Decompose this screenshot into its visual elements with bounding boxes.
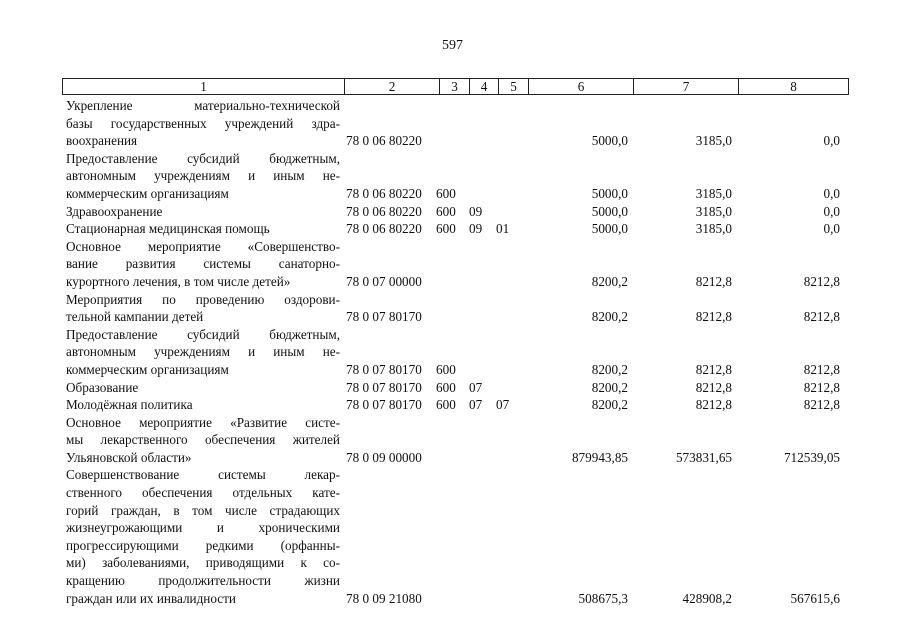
row-name: [62, 396, 340, 414]
row-name-line: Мероприятия по проведению оздорови-: [66, 291, 340, 307]
row-value-2: 8212,8: [695, 273, 732, 289]
row-name-line: автономным учреждениям и иным не-: [66, 168, 340, 184]
row-name-line: Основное мероприятие «Совершенство-: [66, 238, 340, 254]
row-name-line: жизнеугрожающими и хроническими: [66, 520, 340, 536]
row-code: 78 0 06 80220: [346, 185, 422, 201]
row-code: 78 0 06 80220: [346, 133, 422, 149]
row-name-line: мы лекарственного обеспечения жителей: [66, 432, 340, 448]
row-name-line: Совершенствование системы лекар-: [66, 467, 340, 483]
row-value-3: 0,0: [823, 221, 840, 237]
header-col-4: 4: [469, 79, 498, 94]
row-name-line: Предоставление субсидий бюджетным,: [66, 326, 340, 342]
table-row: [62, 291, 852, 326]
row-value-3: 712539,05: [783, 449, 840, 465]
table-row: [62, 466, 852, 607]
row-value-1: 8200,2: [591, 273, 628, 289]
page-number: 597: [442, 38, 463, 53]
row-value-3: 0,0: [823, 203, 840, 219]
row-name-line: кращению продолжительности жизни: [66, 573, 340, 589]
row-name-line: прогрессирующими редкими (орфанны-: [66, 537, 340, 553]
row-value-1: 8200,2: [591, 397, 628, 413]
row-name-line: Образование: [66, 379, 139, 395]
row-code: 78 0 09 00000: [346, 449, 422, 465]
header-col-3: 3: [439, 79, 469, 94]
row-value-1: 8200,2: [591, 309, 628, 325]
header-col-2: 2: [344, 79, 439, 94]
row-rz: 07: [469, 397, 483, 413]
row-vr: 600: [436, 221, 456, 237]
row-value-1: 8200,2: [591, 379, 628, 395]
table-body: [62, 97, 852, 607]
row-vr: 600: [436, 397, 456, 413]
row-name-line: вание развития системы санаторно-: [66, 256, 340, 272]
row-name-line: горий граждан, в том числе страдающих: [66, 502, 340, 518]
row-value-1: 5000,0: [591, 203, 628, 219]
row-value-1: 879943,85: [571, 449, 628, 465]
row-name-line: тельной кампании детей: [66, 309, 204, 325]
row-value-3: 8212,8: [803, 361, 840, 377]
row-value-2: 3185,0: [695, 185, 732, 201]
row-value-3: 0,0: [823, 133, 840, 149]
row-name-line: ми) заболеваниями, приводящими к со-: [66, 555, 340, 571]
row-name-line: Молодёжная политика: [66, 397, 193, 413]
row-code: 78 0 07 80170: [346, 309, 422, 325]
row-name: [62, 220, 340, 238]
row-name-line: автономным учреждениям и иным не-: [66, 344, 340, 360]
row-pr: 01: [496, 221, 510, 237]
table-row: [62, 396, 852, 414]
row-rz: 07: [469, 379, 483, 395]
row-name: [62, 379, 340, 397]
row-vr: 600: [436, 203, 456, 219]
table-row: [62, 414, 852, 467]
row-vr: 600: [436, 361, 456, 377]
row-name-line: базы государственных учреждений здра-: [66, 115, 340, 131]
row-value-1: 5000,0: [591, 185, 628, 201]
row-vr: 600: [436, 379, 456, 395]
row-code: 78 0 07 80170: [346, 379, 422, 395]
header-col-6: 6: [528, 79, 633, 94]
row-code: 78 0 06 80220: [346, 221, 422, 237]
row-value-1: 5000,0: [591, 221, 628, 237]
row-code: 78 0 07 80170: [346, 397, 422, 413]
row-code: 78 0 09 21080: [346, 590, 422, 606]
header-col-8: 8: [738, 79, 848, 94]
row-name: [62, 97, 340, 150]
row-name: [62, 203, 340, 221]
row-value-3: 8212,8: [803, 397, 840, 413]
row-value-3: 8212,8: [803, 379, 840, 395]
row-code: 78 0 07 00000: [346, 273, 422, 289]
row-name-line: коммерческим организациям: [66, 361, 229, 377]
row-rz: 09: [469, 203, 483, 219]
header-col-1: 1: [200, 79, 207, 94]
row-value-3: 0,0: [823, 185, 840, 201]
row-name-line: Основное мероприятие «Развитие систе-: [66, 414, 340, 430]
row-value-2: 573831,65: [675, 449, 732, 465]
table-row: [62, 150, 852, 203]
row-value-2: 3185,0: [695, 221, 732, 237]
row-name: [62, 414, 340, 467]
table-row: [62, 238, 852, 291]
row-name-line: Стационарная медицинская помощь: [66, 221, 270, 237]
row-name-line: воохранения: [66, 133, 138, 149]
row-value-2: 428908,2: [682, 590, 732, 606]
row-name-line: курортного лечения, в том числе детей»: [66, 273, 291, 289]
row-pr: 07: [496, 397, 510, 413]
table-row: [62, 97, 852, 150]
row-name-line: Предоставление субсидий бюджетным,: [66, 150, 340, 166]
table-row: [62, 326, 852, 379]
row-code: 78 0 07 80170: [346, 361, 422, 377]
row-value-2: 3185,0: [695, 133, 732, 149]
row-vr: 600: [436, 185, 456, 201]
row-value-1: 508675,3: [578, 590, 628, 606]
row-value-2: 8212,8: [695, 309, 732, 325]
row-value-2: 3185,0: [695, 203, 732, 219]
row-name: [62, 291, 340, 326]
table-row: [62, 203, 852, 221]
row-value-2: 8212,8: [695, 361, 732, 377]
row-value-1: 8200,2: [591, 361, 628, 377]
table-row: [62, 379, 852, 397]
row-value-2: 8212,8: [695, 397, 732, 413]
row-name: [62, 238, 340, 291]
row-name-line: Здравоохранение: [66, 203, 163, 219]
table-header: [62, 78, 849, 95]
table-row: [62, 220, 852, 238]
row-value-3: 8212,8: [803, 273, 840, 289]
header-col-5: 5: [498, 79, 528, 94]
row-name-line: ственного обеспечения отдельных кате-: [66, 485, 340, 501]
row-name-line: граждан или их инвалидности: [66, 590, 236, 606]
row-value-2: 8212,8: [695, 379, 732, 395]
row-name-line: коммерческим организациям: [66, 185, 229, 201]
row-value-1: 5000,0: [591, 133, 628, 149]
row-rz: 09: [469, 221, 483, 237]
row-name-line: Ульяновской области»: [66, 449, 192, 465]
row-code: 78 0 06 80220: [346, 203, 422, 219]
row-value-3: 567615,6: [790, 590, 840, 606]
row-name: [62, 466, 340, 607]
row-name: [62, 326, 340, 379]
row-name-line: Укрепление материально-технической: [66, 98, 340, 113]
header-col-7: 7: [633, 79, 738, 94]
row-name: [62, 150, 340, 203]
row-value-3: 8212,8: [803, 309, 840, 325]
